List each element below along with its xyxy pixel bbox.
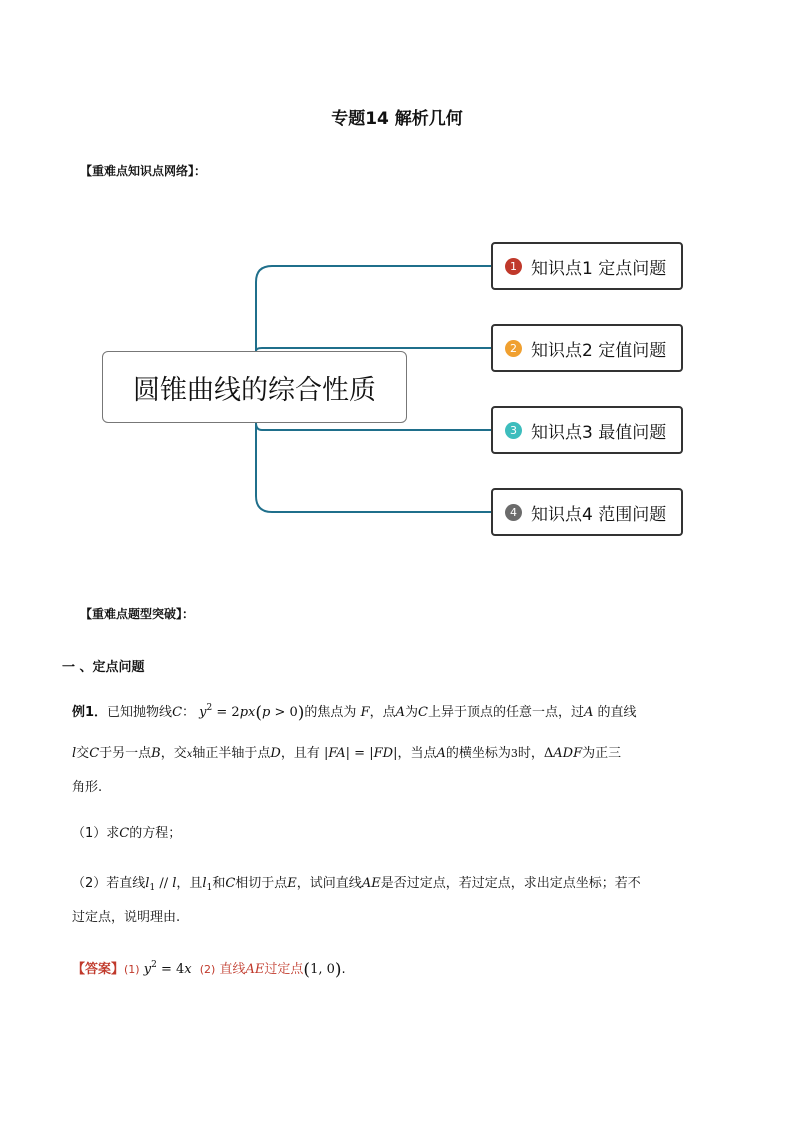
paren-open: (	[255, 703, 262, 723]
mindmap-node-1	[491, 242, 683, 290]
math-E: E	[287, 876, 297, 891]
text: 轴正半轴于点	[192, 746, 271, 761]
text: ，且	[176, 876, 203, 891]
paren-close: )	[297, 703, 305, 723]
mindmap-node-label: 知识点4 范围问题	[531, 504, 667, 525]
answer-label: 【答案】	[72, 962, 125, 977]
math-x: x	[184, 962, 192, 977]
math-B: B	[151, 746, 161, 761]
math-F: F	[360, 705, 370, 720]
number-badge-icon: 3	[505, 422, 522, 439]
math-C: C	[119, 826, 130, 841]
mindmap-node-3	[491, 406, 683, 454]
math-point: 1, 0	[310, 962, 335, 977]
abs-bar: |	[369, 746, 374, 761]
mindmap-node-label: 知识点2 定值问题	[531, 340, 667, 361]
math-sub: 1	[149, 883, 156, 893]
text: 和	[212, 876, 226, 891]
question-2-line-1	[72, 876, 641, 894]
math-eq: = 4	[156, 962, 185, 977]
number-badge-icon: 4	[505, 504, 522, 521]
number-badge-icon: 1	[505, 258, 522, 275]
math-C: C	[89, 746, 100, 761]
text: 时，	[517, 746, 544, 761]
math-C: C	[418, 705, 428, 720]
text: 相切于点	[235, 876, 288, 891]
text: 上异于顶点的任意一点，过	[427, 705, 584, 720]
page-title: 专题14 解析几何	[331, 109, 463, 129]
math-l: l	[202, 876, 207, 891]
math-AE: AE	[245, 962, 265, 977]
text: 的直线	[597, 705, 637, 720]
text: 的方程；	[129, 826, 182, 841]
question-2-line-2	[72, 910, 180, 926]
text: .	[341, 962, 346, 977]
abs-bar: |	[345, 746, 351, 761]
connector-4	[256, 423, 491, 512]
text: 已知抛物线	[107, 705, 173, 720]
paren-close: )	[334, 960, 342, 980]
math-eq: =	[350, 746, 370, 761]
text: 为正三	[582, 746, 622, 761]
text: 是否过定点，若过定点，求出定点坐标；若不	[380, 876, 641, 891]
math-A: A	[395, 705, 405, 720]
math-y: y	[199, 705, 207, 720]
math-y: y	[143, 962, 152, 977]
math-AE: AE	[361, 876, 381, 891]
math-eq: = 2	[212, 705, 240, 720]
number-badge-icon: 2	[505, 340, 522, 357]
abs-bar: |	[393, 746, 398, 761]
math-A: A	[583, 705, 594, 720]
text: (1)	[124, 963, 140, 976]
mindmap-center-node	[102, 351, 407, 423]
text: (2)	[199, 963, 216, 976]
math-exp: 2	[151, 960, 157, 970]
mindmap-node-2	[491, 324, 683, 372]
text: 为	[405, 705, 419, 720]
math-C: C	[172, 705, 183, 720]
text: 过定点，说明理由.	[72, 910, 181, 925]
math-p: p	[262, 705, 271, 720]
section-label-problems: 【重难点题型突破】：	[80, 607, 195, 621]
answer-line	[72, 960, 346, 980]
text: ，当点	[397, 746, 437, 761]
example-lead: 例1．	[72, 705, 108, 720]
math-l: l	[145, 876, 150, 891]
paren-open: (	[303, 960, 311, 980]
math-x: x	[186, 749, 193, 760]
text: 直线	[219, 962, 246, 977]
math-D: D	[270, 746, 281, 761]
text: ，且有	[280, 746, 320, 761]
math-l: l	[172, 876, 177, 891]
mindmap-node-label: 知识点3 最值问题	[531, 422, 667, 443]
mindmap-center-label: 圆锥曲线的综合性质	[133, 374, 376, 406]
mindmap-node-label: 知识点1 定点问题	[531, 258, 667, 279]
question-1	[72, 826, 181, 842]
text: ，交	[160, 746, 187, 761]
math-l: l	[72, 746, 77, 761]
text: ，试问直线	[296, 876, 362, 891]
text: ，点	[369, 705, 396, 720]
math-3: 3	[510, 747, 518, 760]
example-line-3	[72, 780, 102, 796]
text: （2）若直线	[72, 876, 146, 891]
math-ADF: ADF	[553, 746, 583, 761]
section-heading: 一 、定点问题	[62, 660, 145, 675]
math-exp: 2	[206, 703, 213, 713]
math-gt: > 0	[270, 705, 298, 720]
text: 于另一点	[99, 746, 152, 761]
text: 角形.	[72, 780, 103, 795]
math-FA: FA	[328, 746, 346, 761]
connector-3	[256, 423, 491, 430]
math-parallel: //	[155, 876, 173, 891]
math-sub: 1	[206, 883, 213, 893]
connector-1	[256, 266, 491, 351]
mindmap-node-4	[491, 488, 683, 536]
abs-bar: |	[323, 746, 329, 761]
section-label-network: 【重难点知识点网络】：	[80, 164, 207, 178]
text: 的横坐标为	[445, 746, 511, 761]
text: 的焦点为	[304, 705, 357, 720]
text: （1）求	[72, 826, 120, 841]
math-delta: Δ	[543, 746, 554, 761]
text: 交	[76, 746, 90, 761]
math-px: px	[239, 705, 256, 720]
example-line-2	[72, 746, 621, 762]
text: 过定点	[264, 962, 304, 977]
math-FD: FD	[373, 746, 394, 761]
example-line-1	[72, 703, 637, 723]
text: ：	[182, 705, 196, 720]
math-C: C	[225, 876, 236, 891]
math-A: A	[436, 746, 446, 761]
